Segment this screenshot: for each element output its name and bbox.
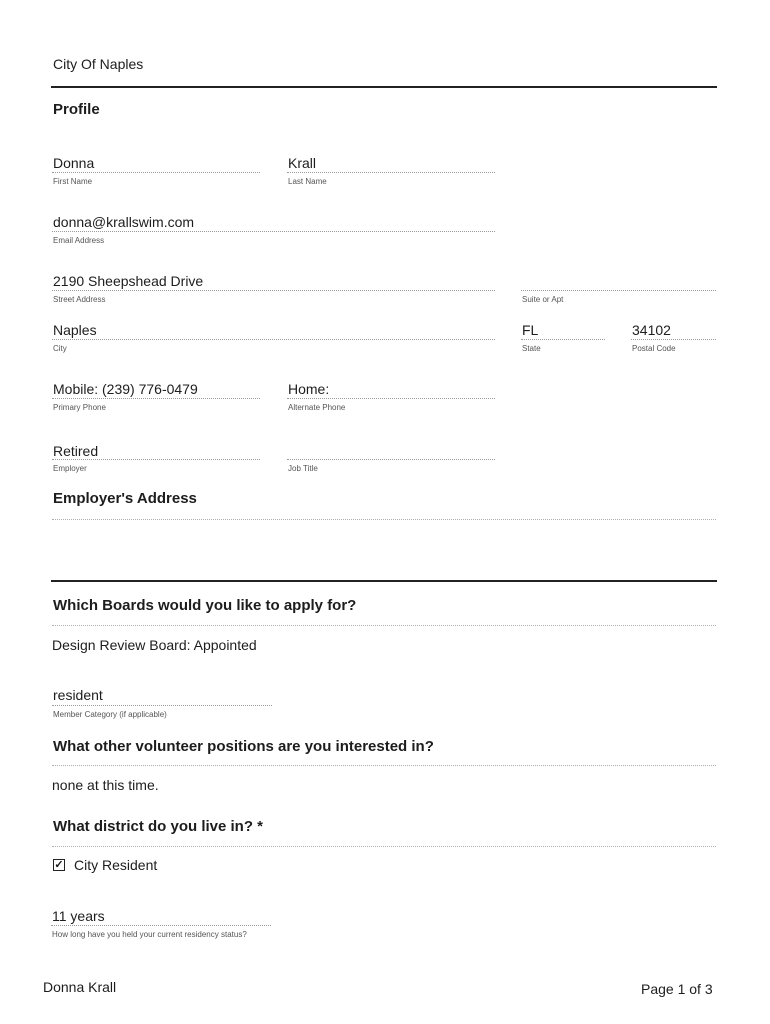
postal-label: Postal Code [632,344,676,353]
residency-value: 11 years [52,908,105,924]
email-value: donna@krallswim.com [53,214,195,230]
member-category-value: resident [53,687,103,703]
state-field [521,339,605,340]
page-number: Page 1 of 3 [641,981,713,997]
primary-phone-field [52,398,260,399]
state-value: FL [522,322,539,338]
city-resident-checkbox[interactable]: ✓ [54,859,64,871]
volunteer-question: What other volunteer positions are you interested in? [53,738,434,755]
postal-value: 34102 [632,322,671,338]
last-name-label: Last Name [288,177,327,186]
suite-field [521,290,716,291]
last-name-field [287,172,495,173]
alternate-phone-field [287,398,495,399]
street-field [52,290,495,291]
email-label: Email Address [53,236,105,245]
primary-phone-value: Mobile: (239) 776-0479 [53,381,198,397]
primary-phone-label: Primary Phone [53,403,106,412]
district-divider [52,846,716,847]
boards-question: Which Boards would you like to apply for? [53,597,357,614]
member-category-label: Member Category (if applicable) [53,710,167,719]
postal-field [631,339,716,340]
state-label: State [522,344,541,353]
street-label: Street Address [53,295,106,304]
residency-field [51,925,271,926]
job-title-label: Job Title [288,464,318,473]
suite-label: Suite or Apt [522,295,564,304]
street-value: 2190 Sheepshead Drive [53,273,204,289]
profile-title: Profile [53,101,100,118]
member-category-field [52,705,272,706]
first-name-field [52,172,260,173]
volunteer-answer: none at this time. [52,777,159,793]
residency-label: How long have you held your current residency status? [52,930,247,939]
boards-answer: Design Review Board: Appointed [52,637,257,653]
section-divider [51,580,717,582]
city-resident-label: City Resident [74,857,158,873]
district-question: What district do you live in? * [53,818,264,835]
employer-address-field [52,519,716,520]
alternate-phone-label: Alternate Phone [288,403,346,412]
city-field [52,339,495,340]
employer-value: Retired [53,443,99,459]
first-name-label: First Name [53,177,93,186]
employer-address-title: Employer's Address [53,490,197,507]
volunteer-divider [52,765,716,766]
city-value: Naples [53,322,97,338]
alternate-phone-value: Home: [288,381,330,397]
job-title-field [287,459,495,460]
footer-name: Donna Krall [43,979,117,995]
header-divider [51,86,717,88]
boards-divider [52,625,716,626]
employer-field [52,459,260,460]
org-name: City Of Naples [53,56,144,72]
email-field [52,231,495,232]
last-name-value: Krall [288,155,317,171]
employer-label: Employer [53,464,87,473]
city-label: City [53,344,67,353]
first-name-value: Donna [53,155,95,171]
